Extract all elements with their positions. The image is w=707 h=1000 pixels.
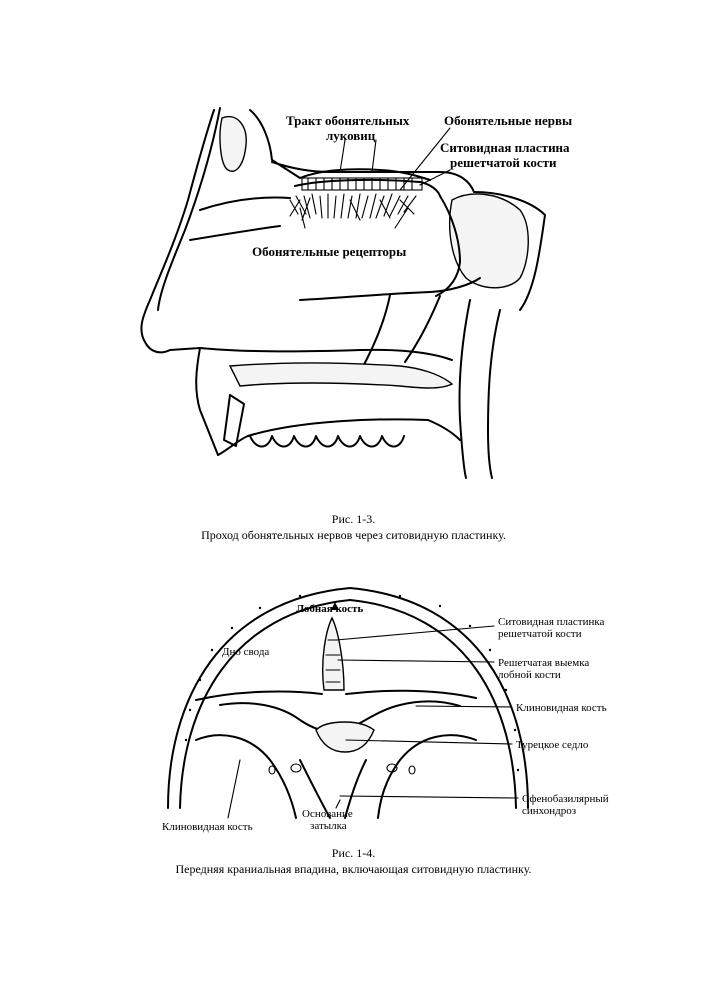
- label-cribriform-plate-2: решетчатой кости: [450, 155, 557, 170]
- label-occiput-base-1: Основание: [302, 808, 353, 820]
- label-cribriform-plate-1: Ситовидная пластина: [440, 140, 570, 155]
- label-cribriform-plate-2: решетчатой кости: [498, 628, 582, 640]
- cranial-fossa-drawing: [168, 588, 528, 818]
- label-olfactory-tract-1: Тракт обонятельных: [286, 113, 410, 128]
- label-olfactory-receptors: Обонятельные рецепторы: [252, 244, 407, 259]
- figure1-number: Рис. 1-3.: [331, 512, 376, 526]
- label-vault-floor: Дно свода: [222, 646, 270, 658]
- label-sphenoid-bone-left: Клиновидная кость: [162, 821, 253, 833]
- label-ethmoid-notch-2: лобной кости: [498, 669, 561, 681]
- label-olfactory-nerves: Обонятельные нервы: [444, 113, 573, 128]
- figure2-leader-lines: [228, 626, 518, 818]
- label-olfactory-tract-2: луковиц: [326, 128, 376, 143]
- label-frontal-bone: Лобная кость: [296, 603, 364, 615]
- figure-cranial-fossa: [0, 560, 707, 845]
- label-sella-turcica: Турецкое седло: [516, 739, 589, 751]
- figure2-caption: Передняя краниальная впадина, включающая ситовидную пластинку.: [175, 862, 532, 876]
- label-ethmoid-notch-1: Решетчатая выемка: [498, 657, 590, 669]
- label-sphenoid-bone-right: Клиновидная кость: [516, 702, 607, 714]
- figure1-caption: Проход обонятельных нервов через ситовидную пластинку.: [201, 528, 506, 542]
- olfactory-receptor-fibers: [290, 194, 416, 220]
- teeth: [248, 419, 428, 446]
- label-cribriform-plate-1: Ситовидная пластинка: [498, 616, 605, 628]
- figure2-number: Рис. 1-4.: [331, 846, 376, 860]
- label-occiput-base-2: затылка: [310, 820, 347, 832]
- label-synchondrosis-2: синхондроз: [522, 805, 577, 817]
- label-synchondrosis-1: Сфенобазилярный: [522, 793, 609, 805]
